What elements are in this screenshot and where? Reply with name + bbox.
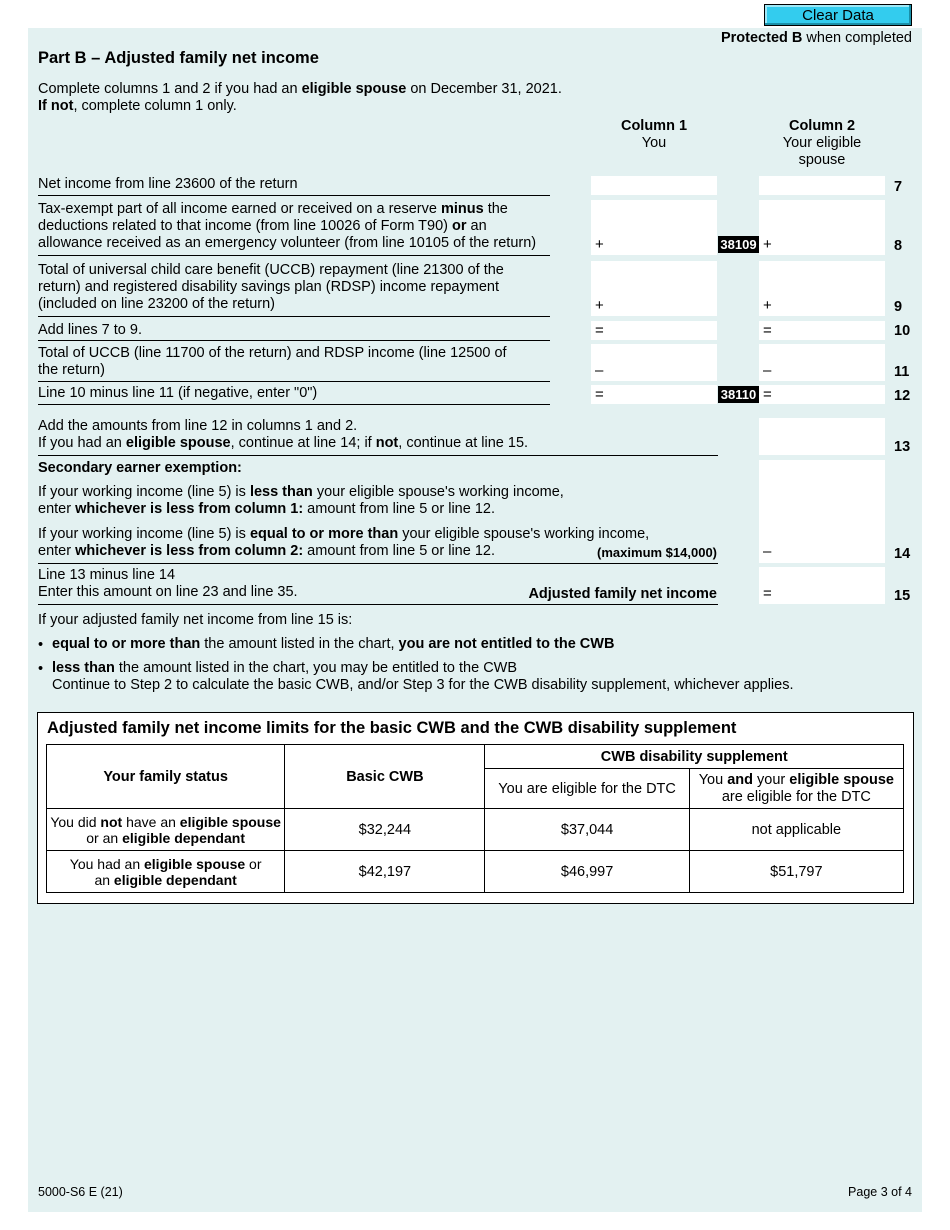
line-11-col1-input[interactable] bbox=[591, 344, 717, 381]
result-bullet-1: equal to or more than the amount listed in the chart, you are not entitled to the CWB bbox=[52, 636, 615, 652]
table-row bbox=[47, 809, 904, 851]
line-8-text-1: Tax-exempt part of all income earned or received on a reserve minus the bbox=[38, 201, 508, 217]
row-2-status: You had an eligible spouse or an eligible dependant bbox=[47, 851, 285, 893]
line-10-col2-equals: = bbox=[763, 322, 772, 339]
line-9-text-1: Total of universal child care benefit (UCCB) repayment (line 21300 of the bbox=[38, 262, 504, 278]
table-row bbox=[47, 851, 904, 893]
line-10-col1-input[interactable] bbox=[591, 321, 717, 340]
line-7-number: 7 bbox=[894, 179, 903, 195]
result-bullet-1-marker: • bbox=[38, 637, 44, 653]
result-intro: If your adjusted family net income from line 15 is: bbox=[38, 612, 353, 628]
line-14-minus: – bbox=[763, 543, 772, 560]
line-13-text-2: If you had an eligible spouse, continue at line 14; if not, continue at line 15. bbox=[38, 435, 529, 451]
line-15-input[interactable] bbox=[759, 567, 885, 604]
line-8-code: 38109 bbox=[718, 236, 759, 253]
line-15-text-2: Enter this amount on line 23 and line 35. bbox=[38, 584, 298, 600]
line-8-col2-input[interactable] bbox=[759, 200, 885, 255]
line-11-col2-input[interactable] bbox=[759, 344, 885, 381]
divider bbox=[38, 340, 550, 341]
column-1-title: Column 1 bbox=[620, 118, 688, 134]
row-1-status: You did not have an eligible spouse or an eligible dependant bbox=[47, 809, 285, 851]
maximum-amount-note: (maximum $14,000) bbox=[597, 545, 717, 560]
column-2-title: Column 2 bbox=[788, 118, 856, 134]
line-13-text-1: Add the amounts from line 12 in columns 1 and 2. bbox=[38, 418, 358, 434]
row-1-dtc-both: not applicable bbox=[689, 809, 903, 851]
page-number: Page 3 of 4 bbox=[848, 1185, 912, 1199]
line-7-col2-input[interactable] bbox=[759, 176, 885, 195]
header-dtc-both: You and your eligible spouse are eligible for the DTC bbox=[689, 769, 903, 809]
line-11-text-2: the return) bbox=[38, 362, 105, 378]
line-12-col1-input[interactable] bbox=[591, 385, 717, 404]
line-7-col1-input[interactable] bbox=[591, 176, 717, 195]
column-1-subtitle: You bbox=[641, 135, 667, 151]
line-12-col2-input[interactable] bbox=[759, 385, 885, 404]
line-10-col2-input[interactable] bbox=[759, 321, 885, 340]
header-basic-cwb: Basic CWB bbox=[285, 745, 485, 809]
line-11-col1-minus: – bbox=[595, 362, 604, 379]
line-12-label: Line 10 minus line 11 (if negative, enter "0") bbox=[38, 385, 318, 401]
line-8-col1-plus: + bbox=[595, 236, 604, 253]
result-bullet-2-marker: • bbox=[38, 661, 44, 677]
line-13-input[interactable] bbox=[759, 418, 885, 455]
line-8-text-2: deductions related to that income (from line 10026 of Form T90) or an bbox=[38, 218, 487, 234]
row-1-dtc-you: $37,044 bbox=[485, 809, 689, 851]
line-15-text-1: Line 13 minus line 14 bbox=[38, 567, 176, 583]
intro-line-2: If not, complete column 1 only. bbox=[38, 98, 237, 114]
form-id: 5000-S6 E (21) bbox=[38, 1185, 123, 1199]
protected-notice: Protected B when completed bbox=[720, 30, 912, 46]
line-9-col1-input[interactable] bbox=[591, 261, 717, 316]
header-dtc-you: You are eligible for the DTC bbox=[485, 769, 689, 809]
line-14-input[interactable] bbox=[759, 460, 885, 563]
table-header-row bbox=[47, 745, 904, 769]
secondary-earner-title: Secondary earner exemption: bbox=[38, 460, 242, 476]
header-disability-supplement: CWB disability supplement bbox=[485, 745, 904, 769]
line-7-label: Net income from line 23600 of the return bbox=[38, 176, 298, 192]
line-10-col1-equals: = bbox=[595, 322, 604, 339]
line-9-text-3: (included on line 23200 of the return) bbox=[38, 296, 275, 312]
result-bullet-2-continue: Continue to Step 2 to calculate the basic CWB, and/or Step 3 for the CWB disability supplement, whichever applies. bbox=[52, 677, 794, 693]
divider bbox=[38, 455, 718, 456]
limits-table bbox=[46, 744, 904, 893]
adjusted-family-net-income-label: Adjusted family net income bbox=[528, 586, 717, 602]
line-9-col2-plus: + bbox=[763, 297, 772, 314]
line-9-text-2: return) and registered disability savings plan (RDSP) income repayment bbox=[38, 279, 499, 295]
line-14-number: 14 bbox=[894, 546, 911, 562]
line-9-col2-input[interactable] bbox=[759, 261, 885, 316]
divider bbox=[38, 404, 550, 405]
column-2-subtitle: Your eligible bbox=[782, 135, 862, 151]
line-11-col2-minus: – bbox=[763, 362, 772, 379]
line-8-text-3: allowance received as an emergency volunteer (from line 10105 of the return) bbox=[38, 235, 537, 251]
divider bbox=[38, 255, 550, 256]
line-9-number: 9 bbox=[894, 299, 903, 315]
secondary-p1-line-2: enter whichever is less from column 1: amount from line 5 or line 12. bbox=[38, 501, 495, 517]
divider bbox=[38, 381, 550, 382]
row-1-basic: $32,244 bbox=[285, 809, 485, 851]
result-bullet-2: less than the amount listed in the chart, you may be entitled to the CWB bbox=[52, 660, 518, 676]
line-11-number: 11 bbox=[894, 364, 910, 380]
line-12-col1-equals: = bbox=[595, 386, 604, 403]
intro-line-1: Complete columns 1 and 2 if you had an eligible spouse on December 31, 2021. bbox=[38, 81, 562, 97]
clear-data-button[interactable]: Clear Data bbox=[764, 4, 912, 26]
line-11-text-1: Total of UCCB (line 11700 of the return) and RDSP income (line 12500 of bbox=[38, 345, 507, 361]
divider bbox=[38, 195, 550, 196]
secondary-p2-line-2: enter whichever is less from column 2: amount from line 5 or line 12. bbox=[38, 543, 495, 559]
line-9-col1-plus: + bbox=[595, 297, 604, 314]
row-2-dtc-you: $46,997 bbox=[485, 851, 689, 893]
header-family-status: Your family status bbox=[47, 745, 285, 809]
line-13-number: 13 bbox=[894, 439, 911, 455]
row-2-basic: $42,197 bbox=[285, 851, 485, 893]
line-10-label: Add lines 7 to 9. bbox=[38, 322, 142, 338]
line-15-number: 15 bbox=[894, 588, 911, 604]
line-12-col2-equals: = bbox=[763, 386, 772, 403]
line-12-number: 12 bbox=[894, 388, 911, 404]
column-2-subtitle-2: spouse bbox=[798, 152, 846, 168]
secondary-p1-line-1: If your working income (line 5) is less than your eligible spouse's working income, bbox=[38, 484, 564, 500]
line-10-number: 10 bbox=[894, 323, 911, 339]
divider bbox=[38, 563, 718, 564]
line-12-code: 38110 bbox=[718, 386, 759, 403]
secondary-p2-line-1: If your working income (line 5) is equal to or more than your eligible spouse's working income, bbox=[38, 526, 650, 542]
line-15-equals: = bbox=[763, 585, 772, 602]
line-8-col2-plus: + bbox=[763, 236, 772, 253]
line-8-number: 8 bbox=[894, 238, 903, 254]
section-title: Part B – Adjusted family net income bbox=[38, 49, 319, 67]
divider bbox=[38, 604, 718, 605]
row-2-dtc-both: $51,797 bbox=[689, 851, 903, 893]
limits-chart-title: Adjusted family net income limits for the basic CWB and the CWB disability supplement bbox=[47, 719, 737, 737]
divider bbox=[38, 316, 550, 317]
line-8-col1-input[interactable] bbox=[591, 200, 717, 255]
